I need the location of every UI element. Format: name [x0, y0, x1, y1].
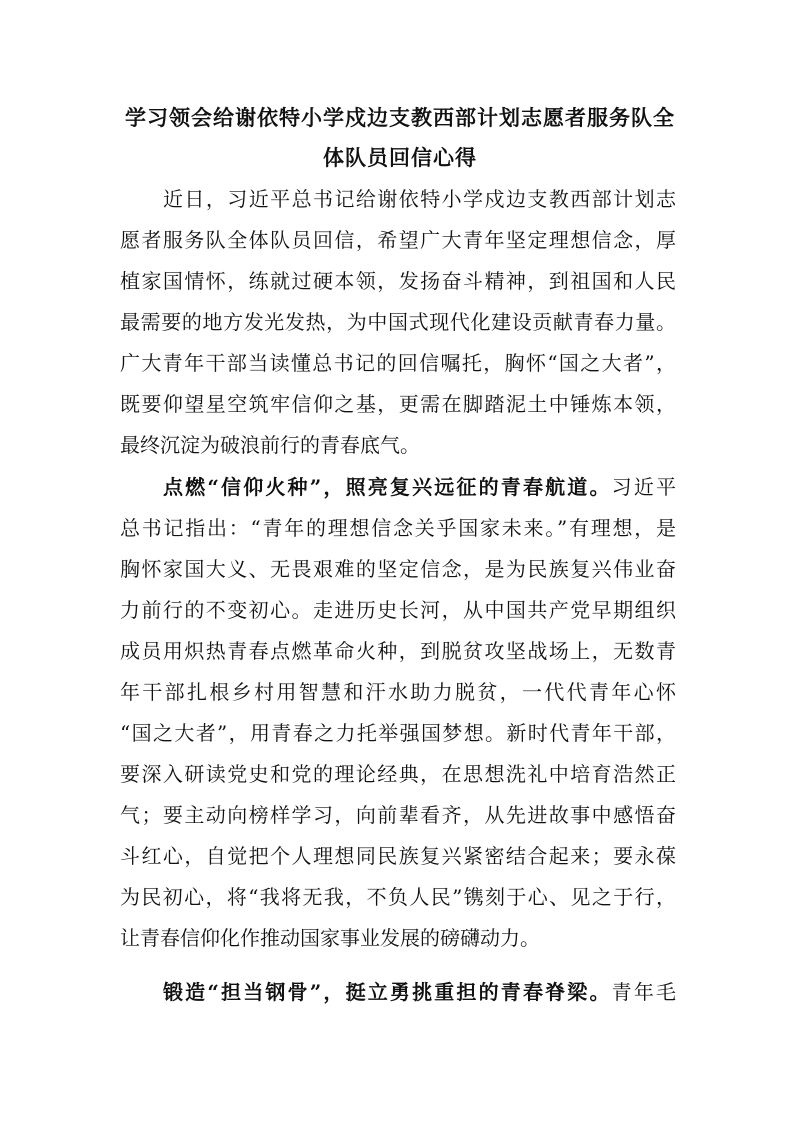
- section-heading: 锻造“担当钢骨”，挺立勇挑重担的青春脊梁。: [163, 980, 612, 1004]
- paragraph-line: 力前行的不变初心。走进历史长河，从中国共产党早期组织: [120, 598, 676, 622]
- paragraph-line: 斗红心，自觉把个人理想同民族复兴紧密结合起来；要永葆: [120, 844, 676, 868]
- paragraph-text: 青年毛: [611, 980, 677, 1004]
- paragraph-line: 愿者服务队全体队员回信，希望广大青年坚定理想信念，厚: [120, 228, 676, 252]
- paragraph-line: 总书记指出：“青年的理想信念关乎国家未来。”有理想，是: [120, 516, 676, 540]
- paragraph-line: 成员用炽热青春点燃革命火种，到脱贫攻坚战场上，无数青: [120, 639, 676, 663]
- paragraph-line: 既要仰望星空筑牢信仰之基，更需在脚踏泥土中锤炼本领，: [120, 392, 676, 416]
- paragraph-line: 胸怀家国大义、无畏艰难的坚定信念，是为民族复兴伟业奋: [120, 557, 676, 581]
- paragraph-line: 广大青年干部当读懂总书记的回信嘱托，胸怀“国之大者”，: [120, 351, 676, 375]
- paragraph-line: [163, 972, 676, 1013]
- paragraph-line: 气；要主动向榜样学习，向前辈看齐，从先进故事中感悟奋: [120, 803, 676, 827]
- document-title-line-1: 学习领会给谢依特小学戍边支教西部计划志愿者服务队全: [125, 105, 675, 130]
- paragraph-line: [163, 467, 676, 508]
- paragraph-line: 最需要的地方发光发热，为中国式现代化建设贡献青春力量。: [120, 310, 676, 334]
- paragraph-line: 最终沉淀为破浪前行的青春底气。: [120, 433, 420, 457]
- document-title-line-2: 体队员回信心得: [323, 145, 477, 170]
- paragraph-line: 年干部扎根乡村用智慧和汗水助力脱贫，一代代青年心怀: [120, 680, 676, 704]
- paragraph-text: 习近平: [611, 475, 677, 499]
- paragraph-line: 为民初心，将“我将无我，不负人民”镌刻于心、见之于行，: [120, 885, 676, 909]
- paragraph-line: “国之大者”，用青春之力托举强国梦想。新时代青年干部，: [120, 721, 676, 745]
- paragraph-line: 植家国情怀，练就过硬本领，发扬奋斗精神，到祖国和人民: [120, 269, 676, 293]
- paragraph-line: 要深入研读党史和党的理论经典，在思想洗礼中培育浩然正: [120, 762, 676, 786]
- paragraph-line: 近日，习近平总书记给谢依特小学戍边支教西部计划志: [163, 187, 676, 211]
- section-heading: 点燃“信仰火种”，照亮复兴远征的青春航道。: [163, 475, 612, 499]
- paragraph-line: 让青春信仰化作推动国家事业发展的磅礴动力。: [120, 926, 540, 950]
